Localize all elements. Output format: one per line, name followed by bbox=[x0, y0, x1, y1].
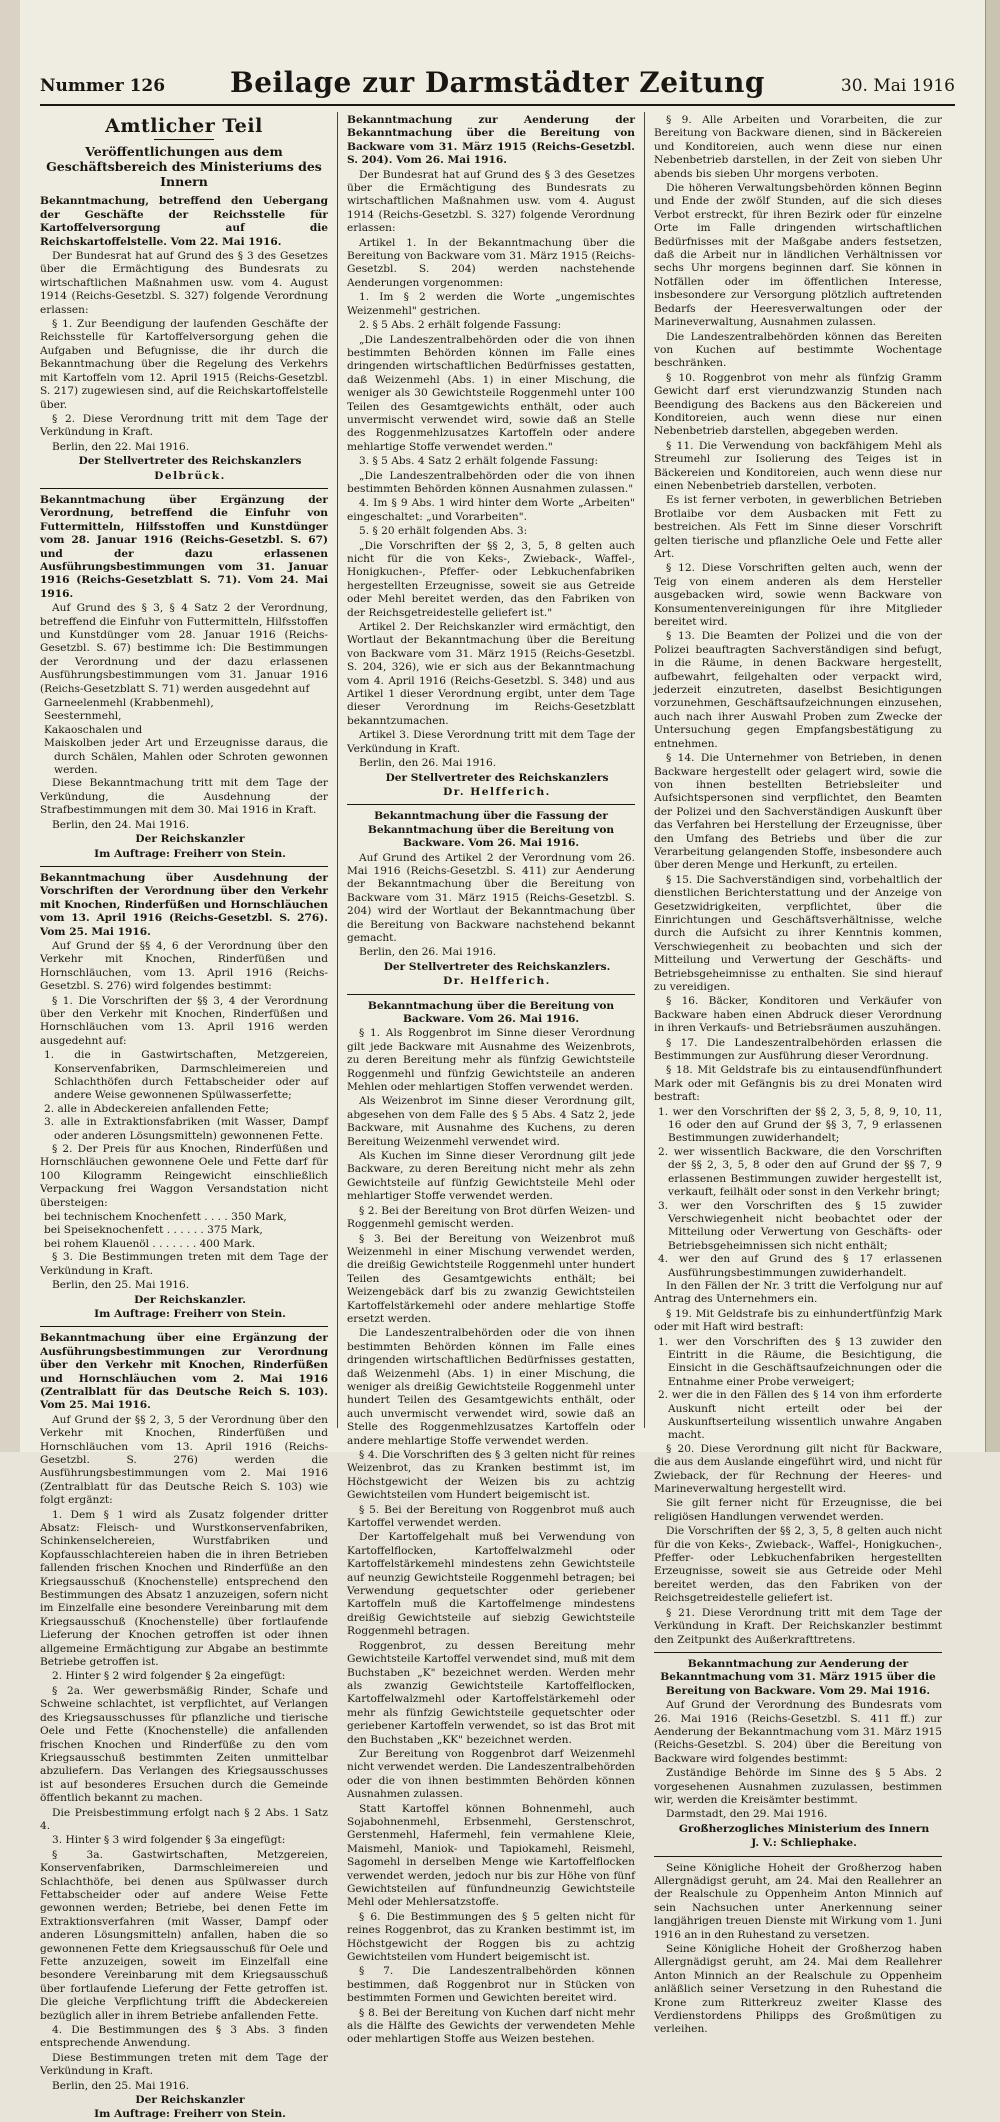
paragraph: § 14. Die Unternehmer von Betrieben, in denen Backware hergestellt oder gelagert wird, sowie die von ihnen bestellten Betriebsleiter und Aufsichtspersonen sind verpflichtet, den Beamten der Polizei und den Sachverständigen Auskunft über das Verfahren bei Herstellung der Erzeugnisse, über den Umfang des Betriebs und über die zur Verarbeitung gelangenden Stoffe, insbesondere auch über deren Menge und Herkunft, zu erteilen. bbox=[654, 752, 942, 872]
paragraph: Statt Kartoffel können Bohnenmehl, auch Sojabohnenmehl, Erbsenmehl, Gerstenschrot, Gerstenmehl, Hafermehl, fein vermahlene Kleie, Maismehl, Maniok- und Tapiokamehl, Reismehl, Sagomehl in derselben Menge wie Kartoffelflocken verwendet werden, jedoch nur bis zur Höhe von fünf Gewichtsteilen auf fünfundneunzig Gewichtsteile Mehl oder Mehlersatzstoffe. bbox=[347, 1802, 635, 1909]
list-item: 1. wer den Vorschriften der §§ 2, 3, 5, 8, 9, 10, 11, 16 oder den auf Grund der §§ 3, 7, 9 erlassenen Bestimmungen zuwiderhandelt; bbox=[658, 1105, 942, 1145]
paragraph: 1. Im § 2 werden die Worte „ungemischtes Weizenmehl" gestrichen. bbox=[347, 291, 635, 317]
issue-date: 30. Mai 1916 bbox=[840, 76, 955, 96]
article-title: Bekanntmachung über Ergänzung der Verordnung, betreffend die Einfuhr von Futtermitteln, Hilfsstoffen und Kunstdünger vom 28. Januar 1916 (Reichs-Gesetzbl. S. 67) und der dazu erlassenen Ausführungsbestimmungen vom 31. Januar 1916 (Reichs-Gesetzblatt S. 71). Vom 24. Mai 1916. bbox=[40, 493, 328, 600]
price-list bbox=[40, 1211, 328, 1251]
signature-title: Der Reichskanzler bbox=[135, 833, 245, 846]
date-line: Berlin, den 26. Mai 1916. bbox=[359, 946, 497, 959]
paragraph: § 6. Die Bestimmungen des § 5 gelten nicht für reines Roggenbrot, das zu Kranken bestimmt ist, im Höchstgewicht der Roggen bis zu achtzig Gewichtsteilen vom Hundert beigemischt ist. bbox=[347, 1910, 635, 1964]
article-divider bbox=[347, 804, 635, 805]
paragraph: Die Landeszentralbehörden oder die von ihnen bestimmten Behörden können im Falle eines dringenden wirtschaftlichen Bedürfnisses gestatten, daß Weizenmehl (Abs. 1) in einer Mischung, die weniger als dreißig Gewichtsteile Roggenmehl unter hundert Teilen des Gesamtgewichts enthält, oder auch unvermischt verwendet wird, sowie daß an Stelle des Roggenmehlzusatzes Kartoffeln oder andere mehlartige Stoffe verwendet werden. bbox=[347, 1327, 635, 1447]
paragraph: § 18. Mit Geldstrafe bis zu eintausendfünfhundert Mark oder mit Gefängnis bis zu drei Monaten wird bestraft: bbox=[654, 1064, 942, 1104]
paragraph: Seine Königliche Hoheit der Großherzog haben Allergnädigst geruht, am 24. Mai den Reallehrer an der Realschule zu Oppenheim Anton Minnich auf sein Nachsuchen unter Anerkennung seiner langjährigen treuen Dienste mit Wirkung vom 1. Juni 1916 an in den Ruhestand zu versetzen. bbox=[654, 1861, 942, 1941]
paragraph: Als Weizenbrot im Sinne dieser Verordnung gilt, abgesehen von dem Falle des § 5 Abs. 4 Satz 2, jede Backware, mit Ausnahme des Kuchens, zu deren Bereitung Weizenmehl verwendet wird. bbox=[347, 1095, 635, 1148]
paragraph: 5. § 20 erhält folgenden Abs. 3: bbox=[359, 525, 528, 538]
paragraph: § 2. Bei der Bereitung von Brot dürfen Weizen- und Roggenmehl gemischt werden. bbox=[347, 1204, 635, 1231]
paragraph: § 17. Die Landeszentralbehörden erlassen die Bestimmungen zur Ausführung dieser Verordnung. bbox=[654, 1036, 942, 1063]
paragraph: § 2. Diese Verordnung tritt mit dem Tage der Verkündung in Kraft. bbox=[40, 412, 328, 439]
paragraph: § 10. Roggenbrot von mehr als fünfzig Gramm Gewicht darf erst vierundzwanzig Stunden nach Beendigung des Backens aus den Bäckereien und Konditoreien, auch wenn diese nur einen Nebenbetrieb darstellen, abgegeben werden. bbox=[654, 371, 942, 438]
signature-name: Dr. Helfferich. bbox=[443, 785, 551, 798]
paragraph: Der Bundesrat hat auf Grund des § 3 des Gesetzes über die Ermächtigung des Bundesrats zu wirtschaftlichen Maßnahmen usw. vom 4. August 1914 (Reichs-Gesetzbl. S. 327) folgende Verordnung erlassen: bbox=[40, 250, 328, 316]
signature-name: J. V.: Schliephake. bbox=[751, 1837, 857, 1850]
paragraph: § 11. Die Verwendung von backfähigem Mehl als Streumehl zur Isolierung des Teiges ist in Bäckereien und Konditoreien, auch wenn diese nur einen Nebenbetrieb darstellen, verboten. bbox=[654, 439, 942, 492]
article-title: Bekanntmachung über die Bereitung von Backware. Vom 26. Mai 1916. bbox=[367, 999, 615, 1025]
paragraph: § 4. Die Vorschriften des § 3 gelten nicht für reines Weizenbrot, das zu Kranken bestimmt ist, im Höchstgewicht der Weizen bis zu achtzig Gewichtsteilen vom Hundert beigemischt ist. bbox=[347, 1449, 635, 1502]
date-line: Berlin, den 25. Mai 1916. bbox=[52, 2079, 190, 2092]
paragraph: 4. Die Bestimmungen des § 3 Abs. 3 finden entsprechende Anwendung. bbox=[40, 2024, 328, 2050]
list-item: Garneelenmehl (Krabbenmehl), bbox=[44, 697, 214, 710]
paragraph: § 21. Diese Verordnung tritt mit dem Tage der Verkündung in Kraft. Der Reichskanzler bestimmt den Zeitpunkt des Außerkrafttretens. bbox=[654, 1606, 942, 1646]
article-divider bbox=[347, 994, 635, 995]
signature-title: Der Stellvertreter des Reichskanzlers bbox=[385, 771, 609, 784]
paragraph: Die Landeszentralbehörden können das Bereiten von Kuchen auf bestimmte Wochentage beschränken. bbox=[654, 330, 942, 370]
article-title: Bekanntmachung über die Fassung der Bekanntmachung über die Bereitung von Backware. Vom 26. Mai 1916. bbox=[367, 810, 615, 850]
paragraph: 3. § 5 Abs. 4 Satz 2 erhält folgende Fassung: bbox=[359, 455, 599, 468]
newspaper-title: Beilage zur Darmstädter Zeitung bbox=[230, 66, 765, 99]
signature-title: Großherzogliches Ministerium des Innern bbox=[678, 1822, 930, 1835]
column-3 bbox=[654, 114, 942, 2036]
section-subheading: Veröffentlichungen aus dem Geschäftsbereich des Ministeriums des Innern bbox=[46, 144, 322, 190]
paragraph: § 20. Diese Verordnung gilt nicht für Backware, die aus dem Auslande eingeführt wird, und nicht für Zwieback, der für Rechnung der Heeres- und Marineverwaltung hergestellt wird. bbox=[654, 1442, 942, 1496]
signature-name: Im Auftrage: Freiherr von Stein. bbox=[94, 1307, 286, 1320]
binding-edge bbox=[985, 0, 1000, 1452]
price-item: bei rohem Klauenöl . . . . . . . 400 Mark. bbox=[44, 1237, 256, 1250]
paragraph: § 19. Mit Geldstrafe bis zu einhundertfünfzig Mark oder mit Haft wird bestraft: bbox=[654, 1307, 942, 1334]
paragraph: 2. Hinter § 2 wird folgender § 2a eingefügt: bbox=[52, 1670, 286, 1683]
heading-rule bbox=[154, 139, 214, 140]
paragraph: § 2. Der Preis für aus Knochen, Rinderfüßen und Hornschläuchen gewonnene Oele und Fette darf für 100 Kilogramm Reingewicht einschließlich Verpackung frei Waggon Versandstation nicht übersteigen: bbox=[40, 1143, 328, 1209]
article-divider bbox=[654, 1652, 942, 1653]
paragraph: Der Kartoffelgehalt muß bei Verwendung von Kartoffelflocken, Kartoffelwalzmehl oder Kartoffelstärkemehl mindestens zehn Gewichtsteile auf neunzig Gewichtsteile Roggenmehl betragen; bei Verwendung gequetschter oder geriebener Kartoffeln muß die Kartoffelmenge mindestens dreißig Gewichtsteile auf siebzig Gewichtsteile Roggenmehl betragen. bbox=[347, 1531, 635, 1638]
paragraph: Auf Grund der §§ 2, 3, 5 der Verordnung über den Verkehr mit Knochen, Rinderfüßen und Hornschläuchen vom 13. April 1916 (Reichs-Gesetzbl. S. 276) werden die Ausführungsbestimmungen vom 2. Mai 1916 (Zentralblatt für das Deutsche Reich S. 103) wie folgt ergänzt: bbox=[40, 1413, 328, 1507]
paragraph: § 1. Die Vorschriften der §§ 3, 4 der Verordnung über den Verkehr mit Knochen, Rinderfüßen und Hornschläuchen vom 13. April 1916 werden ausgedehnt auf: bbox=[40, 994, 328, 1047]
column-1 bbox=[40, 114, 328, 2121]
item-list bbox=[40, 1049, 328, 1143]
paragraph: „Die Vorschriften der §§ 2, 3, 5, 8 gelten auch nicht für die von Keks-, Zwieback-, Waffel-, Honigkuchen-, Pfeffer- oder Lebkuchenfabriken hergestellten Erzeugnisse, soweit sie aus Getreide oder Mehl bereitet werden, das den Fabriken von der Reichsgetreidestelle geliefert ist." bbox=[347, 539, 635, 619]
paragraph: 4. Im § 9 Abs. 1 wird hinter dem Worte „Arbeiten" eingeschaltet: „und Vorarbeiten". bbox=[347, 497, 635, 523]
paragraph: Zur Bereitung von Roggenbrot darf Weizenmehl nicht verwendet werden. Die Landeszentralbehörden oder die von ihnen bestimmten Behörden können Ausnahmen zulassen. bbox=[347, 1747, 635, 1801]
article-title: Bekanntmachung über eine Ergänzung der Ausführungsbestimmungen zur Verordnung über den Verkehr mit Knochen, Rinderfüßen und Hornschläuchen vom 2. Mai 1916 (Zentralblatt für das Deutsche Reich S. 103). Vom 25. Mai 1916. bbox=[40, 1332, 328, 1412]
signature-name: Im Auftrage: Freiherr von Stein. bbox=[94, 2108, 286, 2121]
paragraph: Die Vorschriften der §§ 2, 3, 5, 8 gelten auch nicht für die von Keks-, Zwieback-, Waffel-, Honigkuchen-, Pfeffer- oder Lebkuchenfabriken hergestellten Erzeugnisse, soweit sie aus Getreide oder Mehl bereitet werden, das den Fabriken von der Reichsgetreidestelle geliefert ist. bbox=[654, 1525, 942, 1605]
date-line: Berlin, den 26. Mai 1916. bbox=[359, 757, 497, 770]
column-2 bbox=[347, 114, 635, 2046]
list-item: 2. wer wissentlich Backware, die den Vorschriften der §§ 2, 3, 5, 8 oder den auf Grund der §§ 7, 9 erlassenen Bestimmungen zuwider hergestellt ist, verkauft, feilhält oder sonst in den Verkehr bringt; bbox=[658, 1145, 942, 1199]
article-title: Bekanntmachung zur Aenderung der Bekanntmachung über die Bereitung von Backware vom 31. März 1915 (Reichs-Gesetzbl. S. 204). Vom 26. Mai 1916. bbox=[347, 114, 635, 167]
paragraph: § 13. Die Beamten der Polizei und die von der Polizei beauftragten Sachverständigen sind befugt, in die Räume, in denen Backware hergestellt, aufbewahrt, feilgehalten oder verpackt wird, jederzeit einzutreten, daselbst Besichtigungen vorzunehmen, Geschäftsaufzeichnungen einzusehen, auch nach ihrer Auswahl Proben zum Zwecke der Untersuchung gegen Empfangsbestätigung zu entnehmen. bbox=[654, 630, 942, 750]
article-title: Bekanntmachung über Ausdehnung der Vorschriften der Verordnung über den Verkehr mit Knochen, Rinderfüßen und Hornschläuchen vom 13. April 1916 (Reichs-Gesetzbl. S. 276). Vom 25. Mai 1916. bbox=[40, 871, 328, 938]
signature-title: Der Stellvertreter des Reichskanzlers. bbox=[383, 960, 611, 973]
signature-name: Im Auftrage: Freiherr von Stein. bbox=[94, 847, 286, 860]
list-item: 1. die in Gastwirtschaften, Metzgereien, Konservenfabriken, Darmschleimereien und Schlachthöfen durch Fettabscheider oder auf andere Weise gewonnenen Spülwasserfette; bbox=[44, 1049, 328, 1102]
list-item: 1. wer den Vorschriften des § 13 zuwider den Eintritt in die Räume, die Besichtigung, die Einsicht in die Geschäftsaufzeichnungen oder die Entnahme einer Probe verweigert; bbox=[658, 1335, 942, 1388]
article-divider bbox=[654, 1856, 942, 1857]
article-divider bbox=[40, 866, 328, 867]
paragraph: Auf Grund der §§ 4, 6 der Verordnung über den Verkehr mit Knochen, Rinderfüßen und Hornschläuchen, vom 13. April 1916 (Reichs-Gesetzbl. S. 276) wird folgendes bestimmt: bbox=[40, 939, 328, 993]
paragraph: § 3. Die Bestimmungen treten mit dem Tage der Verkündung in Kraft. bbox=[40, 1251, 328, 1277]
article-title: Bekanntmachung, betreffend den Uebergang der Geschäfte der Reichsstelle für Kartoffelversorgung auf die Reichskartoffelstelle. Vom 22. Mai 1916. bbox=[40, 195, 328, 248]
paragraph: Der Bundesrat hat auf Grund des § 3 des Gesetzes über die Ermächtigung des Bundesrats zu wirtschaftlichen Maßnahmen usw. vom 4. August 1914 (Reichs-Gesetzbl. S. 327) folgende Verordnung erlassen: bbox=[347, 168, 635, 235]
paragraph: 3. Hinter § 3 wird folgender § 3a eingefügt: bbox=[52, 1834, 286, 1847]
paragraph: Auf Grund des Artikel 2 der Verordnung vom 26. Mai 1916 (Reichs-Gesetzbl. S. 411) zur Aenderung der Bekanntmachung über die Bereitung von Backware vom 31. März 1915 (Reichs-Gesetzbl. S. 204) wird der Wortlaut der Bekanntmachung über die Bereitung von Backware nachstehend bekannt gemacht. bbox=[347, 851, 635, 944]
paragraph: Auf Grund des § 3, § 4 Satz 2 der Verordnung, betreffend die Einfuhr von Futtermitteln, Hilfsstoffen und Kunstdünger vom 28. Januar 1916 (Reichs-Gesetzbl. S. 67) bestimme ich: Die Bestimmungen der Verordnung und der dazu erlassenen Ausführungsbestimmungen vom 31. Januar 1916 (Reichs-Gesetzblatt S. 71) werden ausgedehnt auf bbox=[40, 602, 328, 695]
adjacent-page-edge bbox=[0, 0, 21, 1452]
paragraph: § 2a. Wer gewerbsmäßig Rinder, Schafe und Schweine schlachtet, ist verpflichtet, auf Verlangen des Kriegsausschusses für pflanzliche und tierische Oele und Fette (Knochenstelle) die anfallenden frischen Knochen und Rinderfüße zu den vom Kriegsausschuß bestimmten Zeiten unmittelbar abzuliefern. Das Verlangen des Kriegsausschusses ist auf besonderes Ersuchen durch die Gemeinde öffentlich bekannt zu machen. bbox=[40, 1684, 328, 1805]
paragraph: § 1. Zur Beendigung der laufenden Geschäfte der Reichsstelle für Kartoffelversorgung gehen die Aufgaben und Befugnisse, die ihr durch die Bekanntmachung über die Regelung des Verkehrs mit Kartoffeln vom 12. April 1915 (Reichs-Gesetzbl. S. 217) zugewiesen sind, auf die Reichskartoffelstelle über. bbox=[40, 318, 328, 411]
price-item: bei Speiseknochenfett . . . . . . 375 Mark, bbox=[44, 1224, 263, 1237]
masthead-rule bbox=[40, 104, 955, 106]
column-separator bbox=[644, 112, 645, 1428]
column-separator bbox=[337, 112, 338, 1428]
paragraph: Die Preisbestimmung erfolgt nach § 2 Abs. 1 Satz 4. bbox=[40, 1806, 328, 1832]
signature-name: Delbrück. bbox=[154, 469, 226, 482]
paragraph: § 9. Alle Arbeiten und Vorarbeiten, die zur Bereitung von Backware dienen, sind in Bäckereien und Konditoreien, auch wenn diese nur einen Nebenbetrieb darstellen, in der Zeit von sieben Uhr abends bis sieben Uhr morgens verboten. bbox=[654, 114, 942, 180]
signature-name: Dr. Helfferich. bbox=[443, 975, 551, 988]
article-divider bbox=[40, 488, 328, 489]
paragraph: Diese Bestimmungen treten mit dem Tage der Verkündung in Kraft. bbox=[40, 2051, 328, 2078]
masthead bbox=[40, 66, 955, 106]
paragraph: § 3a. Gastwirtschaften, Metzgereien, Konservenfabriken, Darmschleimereien und Schlachthöfe, bei denen aus Spülwasser durch Fettabscheider oder auf andere Weise Fette gewonnen werden; Betriebe, bei denen Fette im Extraktionsverfahren (mit Wasser, Dampf oder anderen Lösungsmitteln) anfallen, haben die so gewonnenen Fette dem Kriegsausschuß für Oele und Fette anzuzeigen, soweit im Einzelfall eine besondere Vereinbarung mit dem Kriegsausschuß über fortlaufende Lieferung der Fette getroffen ist. Die gleiche Verpflichtung trifft die Abdeckereien bezüglich aller in ihrem Betriebe anfallenden Fette. bbox=[40, 1848, 328, 2022]
section-heading: Amtlicher Teil bbox=[105, 115, 263, 137]
paragraph: „Die Landeszentralbehörden oder die von ihnen bestimmten Behörden können Ausnahmen zulassen." bbox=[347, 469, 635, 495]
paragraph: Es ist ferner verboten, in gewerblichen Betrieben Brotlaibe vor dem Ausbacken mit Fett zu bestreichen. Als Fett im Sinne dieser Vorschrift gelten tierische und pflanzliche Oele und Fette aller Art. bbox=[654, 494, 942, 560]
article-title: Bekanntmachung zur Aenderung der Bekanntmachung vom 31. März 1915 über die Bereitung von Backware. Vom 29. Mai 1916. bbox=[660, 1657, 936, 1697]
paragraph: In den Fällen der Nr. 3 tritt die Verfolgung nur auf Antrag des Unternehmers ein. bbox=[654, 1279, 942, 1306]
paragraph: 2. § 5 Abs. 2 erhält folgende Fassung: bbox=[359, 319, 562, 332]
list-item: 3. alle in Extraktionsfabriken (mit Wasser, Dampf oder anderen Lösungsmitteln) gewonnenen Fette. bbox=[44, 1116, 328, 1142]
item-list bbox=[40, 697, 328, 777]
paragraph: § 5. Bei der Bereitung von Roggenbrot muß auch Kartoffel verwendet werden. bbox=[347, 1503, 635, 1530]
paragraph: § 7. Die Landeszentralbehörden können bestimmen, daß Roggenbrot nur in Stücken von bestimmten Formen und Gewichten bereitet wird. bbox=[347, 1965, 635, 2005]
price-item: bei technischem Knochenfett . . . . 350 Mark, bbox=[44, 1211, 287, 1224]
paragraph: § 15. Die Sachverständigen sind, vorbehaltlich der dienstlichen Berichterstattung und der Anzeige von Gesetzwidrigkeiten, verpflichtet, über die Einrichtungen und Geschäftsverhältnisse, welche durch die Aufsicht zu ihrer Kenntnis kommen, Verschwiegenheit zu beobachten und sich der Mitteilung und Verwertung der Geschäfts- und Betriebsgeheimnisse zu enthalten. Sie sind hierauf zu vereidigen. bbox=[654, 873, 942, 993]
date-line: Berlin, den 24. Mai 1916. bbox=[52, 818, 190, 831]
signature-title: Der Reichskanzler bbox=[135, 2094, 245, 2107]
paragraph: § 1. Als Roggenbrot im Sinne dieser Verordnung gilt jede Backware mit Ausnahme des Weizenbrots, zu deren Bereitung mehr als fünfzig Gewichtsteile Roggenmehl und fünfzig Gewichtsteile an anderen Mehlen oder mehlartigen Stoffen verwendet werden. bbox=[347, 1027, 635, 1094]
paragraph: Sie gilt ferner nicht für Erzeugnisse, die bei religiösen Handlungen verwendet werden. bbox=[654, 1497, 942, 1523]
article-divider bbox=[40, 1326, 328, 1327]
date-line: Darmstadt, den 29. Mai 1916. bbox=[666, 1808, 828, 1821]
paragraph: Artikel 1. In der Bekanntmachung über die Bereitung von Backware vom 31. März 1915 (Reichs-Gesetzbl. S. 204) werden nachstehende Aenderungen vorgenommen: bbox=[347, 236, 635, 289]
date-line: Berlin, den 22. Mai 1916. bbox=[52, 440, 190, 453]
paragraph: Seine Königliche Hoheit der Großherzog haben Allergnädigst geruht, am 24. Mai dem Reallehrer Anton Minnich an der Realschule zu Oppenheim anläßlich seiner Versetzung in den Ruhestand die Krone zum Ritterkreuz zweiter Klasse des Verdienstordens Philipps des Großmütigen zu verleihen. bbox=[654, 1943, 942, 2036]
issue-number: Nummer 126 bbox=[40, 76, 166, 96]
list-item: Seesternmehl, bbox=[44, 710, 122, 723]
paragraph: Roggenbrot, zu dessen Bereitung mehr Gewichtsteile Kartoffel verwendet sind, muß mit dem Buchstaben „K" bezeichnet werden. Werden mehr als zwanzig Gewichtsteile Kartoffelflocken, Kartoffelwalzmehl oder Kartoffelstärkemehl oder mehr als fünfzig Gewichtsteile gequetschter oder geriebener Kartoffeln verwendet, so ist das Brot mit den Buchstaben „KK" bezeichnet werden. bbox=[347, 1639, 635, 1746]
paragraph: § 16. Bäcker, Konditoren und Verkäufer von Backware haben einen Abdruck dieser Verordnung in ihren Verkaufs- und Betriebsräumen auszuhängen. bbox=[654, 995, 942, 1035]
signature-title: Der Reichskanzler. bbox=[134, 1293, 246, 1306]
item-list bbox=[654, 1106, 942, 1280]
paragraph: 1. Dem § 1 wird als Zusatz folgender dritter Absatz: Fleisch- und Wurstkonservenfabriken, Schinkenselchereien, Wurstfabriken und Kopfausschlachtereien haben die in ihren Betrieben fallenden frischen Knochen und Rinderfüße an den Kriegsausschuß (Knochenstelle) entsprechend den Bestimmungen des Absatz 1 anzuzeigen, sofern nicht im Einzelfalle eine besondere Vereinbarung mit dem Kriegsausschuß (Knochenstelle) über fortlaufende Lieferung der Knochen getroffen ist oder ihnen allgemeine Ermächtigung zur Abgabe an bestimmte Betriebe getroffen ist. bbox=[40, 1508, 328, 1669]
date-line: Berlin, den 25. Mai 1916. bbox=[52, 1279, 190, 1292]
list-item: 2. wer die in den Fällen des § 14 von ihm erforderte Auskunft nicht erteilt oder bei der Auskunftserteilung wissentlich unwahre Angaben macht. bbox=[658, 1389, 942, 1442]
paragraph: § 12. Diese Vorschriften gelten auch, wenn der Teig von einem anderen als dem Hersteller ausgebacken wird, sowie wenn Backware von Konsumentenvereinigungen für ihre Mitglieder bereitet wird. bbox=[654, 562, 942, 629]
paragraph: Auf Grund der Verordnung des Bundesrats vom 26. Mai 1916 (Reichs-Gesetzbl. S. 411 ff.) zur Aenderung der Bekanntmachung vom 31. März 1915 (Reichs-Gesetzbl. S. 204) über die Bereitung von Backware wird folgendes bestimmt: bbox=[654, 1699, 942, 1765]
paragraph: Die höheren Verwaltungsbehörden können Beginn und Ende der zwölf Stunden, auf die sich dieses Verbot erstreckt, für ihren Bezirk oder für einzelne Orte im Falle dringenden wirtschaftlichen Bedürfnisses mit der Maßgabe anders festsetzen, daß die Arbeit nur in ländlichen Verhältnissen vor sechs Uhr morgens beginnen darf. Sie können in Notfällen oder im öffentlichen Interesse, insbesondere zur Versorgung plötzlich auftretenden Bedarfs der Heeresverwaltungen oder der Marineverwaltung, Ausnahmen zulassen. bbox=[654, 182, 942, 329]
list-item: Kakaoschalen und bbox=[44, 723, 143, 736]
paragraph: § 3. Bei der Bereitung von Weizenbrot muß Weizenmehl in einer Mischung verwendet werden, die dreißig Gewichtsteile Roggenmehl unter hundert Teilen des Gesamtgewichts enthält; bei Weizengebäck darf bis zu zwanzig Gewichtsteilen Kartoffelstärkemehl oder andere mehlartige Stoffe ersetzt werden. bbox=[347, 1232, 635, 1325]
item-list bbox=[654, 1336, 942, 1443]
list-item: 2. alle in Abdeckereien anfallenden Fette; bbox=[44, 1102, 269, 1115]
paragraph: Diese Bekanntmachung tritt mit dem Tage der Verkündung, die Ausdehnung der Strafbestimmungen mit dem 30. Mai 1916 in Kraft. bbox=[40, 777, 328, 817]
paragraph: „Die Landeszentralbehörden oder die von ihnen bestimmten Behörden können im Falle eines dringenden wirtschaftlichen Bedürfnisses gestatten, daß Weizenmehl (Abs. 1) in einer Mischung, die weniger als 30 Gewichtsteile Roggenmehl unter 100 Teilen des Gesamtgewichts enthält, oder auch unvermischt verwendet wird, sowie daß an Stelle des Roggenmehlzusatzes Kartoffeln oder andere mehlartige Stoffe verwendet werden." bbox=[347, 333, 635, 453]
signature-title: Der Stellvertreter des Reichskanzlers bbox=[78, 455, 302, 468]
paragraph: § 8. Bei der Bereitung von Kuchen darf nicht mehr als die Hälfte des Gewichts der verwendeten Mehle oder mehlartigen Stoffe aus Weizen bestehen. bbox=[347, 2006, 635, 2046]
paragraph: Artikel 3. Diese Verordnung tritt mit dem Tage der Verkündung in Kraft. bbox=[347, 729, 635, 755]
list-item: Maiskolben jeder Art und Erzeugnisse daraus, die durch Schälen, Mahlen oder Schroten gewonnen werden. bbox=[44, 737, 328, 777]
paragraph: Zuständige Behörde im Sinne des § 5 Abs. 2 vorgesehenen Ausnahmen zuzulassen, bestimmen wir, werden die Kreisämter bestimmt. bbox=[654, 1767, 942, 1806]
list-item: 3. wer den Vorschriften des § 15 zuwider Verschwiegenheit nicht beobachtet oder der Mitteilung oder Verwertung von Geschäfts- oder Betriebsgeheimnissen sich nicht enthält; bbox=[658, 1199, 942, 1252]
paragraph: Artikel 2. Der Reichskanzler wird ermächtigt, den Wortlaut der Bekanntmachung über die Bereitung von Backware vom 31. März 1915 (Reichs-Gesetzbl. S. 204, 326), wie er sich aus der Bekanntmachung vom 4. April 1916 (Reichs-Gesetzbl. S. 348) und aus Artikel 1 dieser Verordnung ergibt, unter dem Tage dieser Verordnung im Reichs-Gesetzblatt bekanntzumachen. bbox=[347, 621, 635, 727]
paragraph: Als Kuchen im Sinne dieser Verordnung gilt jede Backware, zu deren Bereitung nicht mehr als zehn Gewichtsteile auf fünfzig Gewichtsteile Mehl oder mehlartiger Stoffe verwendet werden. bbox=[347, 1150, 635, 1203]
list-item: 4. wer den auf Grund des § 17 erlassenen Ausführungsbestimmungen zuwiderhandelt. bbox=[658, 1253, 942, 1279]
